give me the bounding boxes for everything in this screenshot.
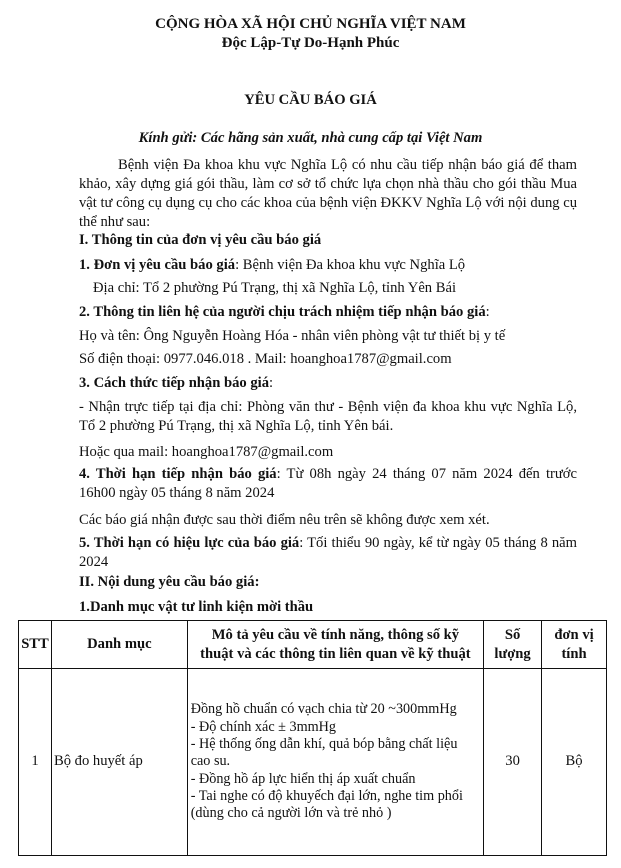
requesting-unit: [79, 256, 583, 276]
contact-phone-mail: Số điện thoại: 0977.046.018 . Mail: hoanghoa1787@gmail.com: [79, 351, 452, 367]
receive-deadline: [79, 465, 577, 504]
table-row: [19, 669, 607, 856]
requesting-unit-value: : Bệnh viện Đa khoa khu vực Nghĩa Lộ: [235, 257, 466, 273]
desc-line: - Đồng hồ áp lực hiển thị áp xuất chuẩn: [190, 770, 416, 787]
header-item: Danh mục: [51, 621, 187, 669]
row-description: [187, 669, 483, 856]
contact-heading-colon: :: [485, 304, 490, 320]
desc-line: - Hệ thống ống dẫn khí, quả bóp bằng chất liệu cao su.: [190, 736, 458, 770]
row-stt: 1: [19, 669, 52, 856]
desc-line: Đồng hồ chuẩn có vạch chia từ 20 ~300mmHg: [190, 701, 457, 718]
row-quantity: 30: [484, 669, 542, 856]
desc-line: - Tai nghe có độ khuyếch đại lớn, nghe tim phổi (dùng cho cả người lớn và trẻ nhỏ ): [190, 787, 463, 822]
table-header-row: [19, 621, 607, 669]
header-description: Mô tả yêu cầu về tính năng, thông số kỹ thuật và các thông tin liên quan về kỹ thuật: [187, 621, 483, 669]
receive-direct: - Nhận trực tiếp tại địa chỉ: Phòng văn thư - Bệnh viện đa khoa khu vực Nghĩa Lộ, Tổ 2 phường Pú Trạng, thị xã Nghĩa Lộ, tỉnh Yên bái.: [79, 399, 577, 435]
section-2-sub-1: 1.Danh mục vật tư linh kiện mời thầu: [79, 599, 314, 615]
quote-validity: [79, 534, 577, 573]
late-quote-note: Các báo giá nhận được sau thời điểm nêu trên sẽ không được xem xét.: [79, 512, 490, 528]
quote-validity-value: : Tối thiểu 90 ngày, kể từ ngày 05 tháng 8 năm 2024: [79, 535, 577, 571]
desc-line: - Độ chính xác ± 3mmHg: [190, 718, 337, 735]
header-stt: STT: [19, 621, 52, 669]
row-item: Bộ đo huyết áp: [51, 669, 187, 856]
unit-address: Địa chỉ: Tổ 2 phường Pú Trạng, thị xã Nghĩa Lộ, tỉnh Yên Bái: [93, 280, 457, 296]
quote-validity-label: 5. Thời hạn có hiệu lực của báo giá: [79, 535, 300, 551]
receive-deadline-value: : Từ 08h ngày 24 tháng 07 năm 2024 đến trước 16h00 ngày 05 tháng 8 năm 2024: [79, 466, 577, 502]
materials-table: [18, 620, 607, 856]
section-2-heading: II. Nội dung yêu cầu báo giá:: [79, 574, 260, 590]
national-motto: Độc Lập-Tự Do-Hạnh Phúc: [221, 35, 400, 51]
header-quantity: Số lượng: [484, 621, 542, 669]
intro-paragraph: Bệnh viện Đa khoa khu vực Nghĩa Lộ có nhu cầu tiếp nhận báo giá để tham khảo, xây dựng giá gói thầu, làm cơ sở tổ chức lựa chọn nhà thầu cho gói thầu Mua vật tư công cụ dụng cụ cho các khoa của bệnh viện ĐKKV Nghĩa Lộ với nội dung cụ thể như sau:: [79, 157, 577, 230]
recipient-line: Kính gửi: Các hãng sản xuất, nhà cung cấp tại Việt Nam: [138, 130, 483, 146]
receive-method-label: 3. Cách thức tiếp nhận báo giá: [79, 375, 269, 391]
requesting-unit-label: 1. Đơn vị yêu cầu báo giá: [79, 257, 236, 273]
receive-mail: Hoặc qua mail: hoanghoa1787@gmail.com: [79, 444, 334, 460]
document-title: YÊU CẦU BÁO GIÁ: [244, 92, 377, 108]
contact-heading: [79, 303, 583, 323]
receive-method-colon: :: [269, 375, 274, 391]
header-unit: đơn vị tính: [542, 621, 607, 669]
national-title: CỘNG HÒA XÃ HỘI CHỦ NGHĨA VIỆT NAM: [155, 16, 466, 32]
row-unit: Bộ: [542, 669, 607, 856]
section-1-heading: I. Thông tin của đơn vị yêu cầu báo giá: [79, 232, 322, 248]
receive-method-heading: [79, 374, 583, 394]
receive-deadline-label: 4. Thời hạn tiếp nhận báo giá: [79, 466, 277, 482]
contact-heading-label: 2. Thông tin liên hệ của người chịu trách nhiệm tiếp nhận báo giá: [79, 304, 486, 320]
contact-name: Họ và tên: Ông Nguyễn Hoàng Hóa - nhân viên phòng vật tư thiết bị y tế: [79, 328, 506, 344]
